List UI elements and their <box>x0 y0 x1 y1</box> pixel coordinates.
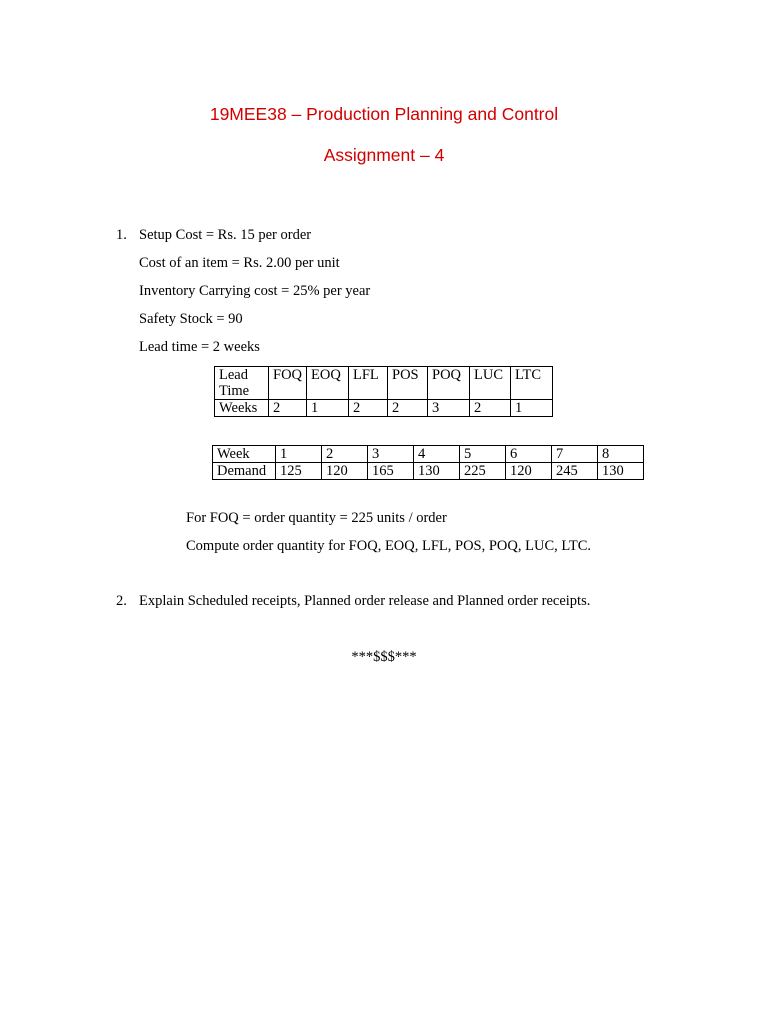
week-cell: 3 <box>368 446 414 463</box>
method-header-ltc: LTC <box>511 367 553 400</box>
weeks-value-foq: 2 <box>269 400 307 417</box>
week-row <box>213 446 644 463</box>
demand-row <box>213 463 644 480</box>
lead-time-header-label: Lead Time <box>215 367 269 400</box>
demand-cell: 125 <box>276 463 322 480</box>
method-header-poq: POQ <box>428 367 470 400</box>
demand-cell: 120 <box>506 463 552 480</box>
end-marker: ***$$$*** <box>351 649 417 665</box>
lead-time-weeks-row <box>215 400 553 417</box>
week-cell: 1 <box>276 446 322 463</box>
course-title: 19MEE38 – Production Planning and Control <box>209 104 559 124</box>
method-header-pos: POS <box>388 367 428 400</box>
demand-cell: 165 <box>368 463 414 480</box>
foq-note: For FOQ = order quantity = 225 units / order <box>186 510 447 526</box>
method-header-eoq: EOQ <box>307 367 349 400</box>
setup-cost-line: Setup Cost = Rs. 15 per order <box>139 227 312 243</box>
week-cell: 4 <box>414 446 460 463</box>
week-cell: 6 <box>506 446 552 463</box>
lead-time-line: Lead time = 2 weeks <box>139 339 260 355</box>
demand-label: Demand <box>213 463 276 480</box>
weeks-value-pos: 2 <box>388 400 428 417</box>
demand-cell: 225 <box>460 463 506 480</box>
weeks-value-lfl: 2 <box>349 400 388 417</box>
question-1-number: 1. <box>116 227 127 243</box>
question-2-text: Explain Scheduled receipts, Planned order release and Planned order receipts. <box>139 593 591 609</box>
demand-cell: 130 <box>414 463 460 480</box>
weeks-row-label: Weeks <box>215 400 269 417</box>
week-cell: 5 <box>460 446 506 463</box>
method-header-luc: LUC <box>470 367 511 400</box>
demand-table <box>212 445 644 480</box>
safety-stock-line: Safety Stock = 90 <box>139 311 243 327</box>
demand-cell: 130 <box>598 463 644 480</box>
assignment-title: Assignment – 4 <box>323 145 445 165</box>
weeks-value-luc: 2 <box>470 400 511 417</box>
week-cell: 2 <box>322 446 368 463</box>
question-2-number: 2. <box>116 593 127 609</box>
lead-time-table <box>214 366 553 417</box>
method-header-lfl: LFL <box>349 367 388 400</box>
weeks-value-ltc: 1 <box>511 400 553 417</box>
week-cell: 8 <box>598 446 644 463</box>
demand-cell: 120 <box>322 463 368 480</box>
week-cell: 7 <box>552 446 598 463</box>
carrying-cost-line: Inventory Carrying cost = 25% per year <box>139 283 371 299</box>
week-label: Week <box>213 446 276 463</box>
weeks-value-eoq: 1 <box>307 400 349 417</box>
weeks-value-poq: 3 <box>428 400 470 417</box>
item-cost-line: Cost of an item = Rs. 2.00 per unit <box>139 255 340 271</box>
lead-time-header-row <box>215 367 553 400</box>
compute-note: Compute order quantity for FOQ, EOQ, LFL, POS, POQ, LUC, LTC. <box>186 538 592 554</box>
method-header-foq: FOQ <box>269 367 307 400</box>
demand-cell: 245 <box>552 463 598 480</box>
